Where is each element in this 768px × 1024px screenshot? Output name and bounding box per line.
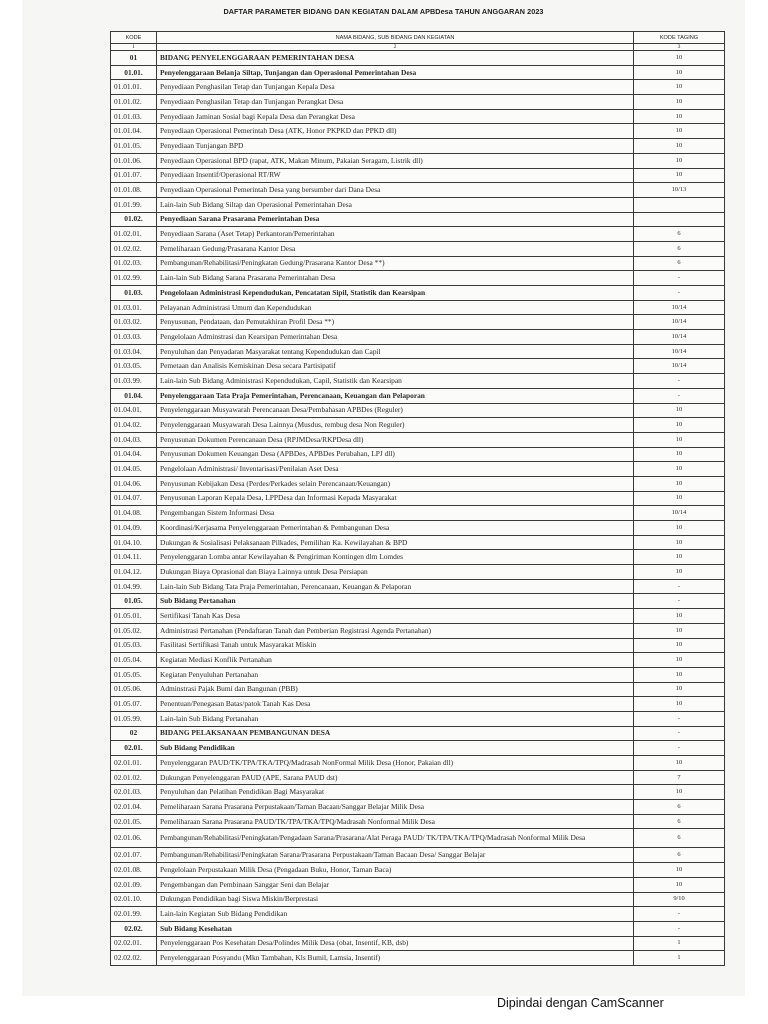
table-row bbox=[111, 594, 725, 609]
row-name: Pengembangan dan Pembinaan Sanggar Seni dan Belajar bbox=[157, 877, 634, 892]
row-name: Sub Bidang Kesehatan bbox=[157, 921, 634, 936]
row-code: 01.05. bbox=[111, 594, 157, 609]
table-row bbox=[111, 227, 725, 242]
row-name: Penyusunan Kebijakan Desa (Perdes/Perkades selain Perencanaan/Keuangan) bbox=[157, 476, 634, 491]
row-kode-taging: - bbox=[634, 907, 725, 922]
table-row bbox=[111, 770, 725, 785]
row-name: Dukungan Pendidikan bagi Siswa Miskin/Berprestasi bbox=[157, 892, 634, 907]
row-name: Pemeliharaan Sarana Prasarana PAUD/TK/TPA/TKA/TPQ/Madrasah Nonformal Milik Desa bbox=[157, 814, 634, 829]
row-code: 01.04.03. bbox=[111, 432, 157, 447]
table-row bbox=[111, 951, 725, 966]
row-code: 02.02. bbox=[111, 921, 157, 936]
table-row bbox=[111, 609, 725, 624]
header-kode: KODE bbox=[111, 32, 157, 44]
row-code: 01.04.07. bbox=[111, 491, 157, 506]
row-name: Sertifikasi Tanah Kas Desa bbox=[157, 609, 634, 624]
header-nama: NAMA BIDANG, SUB BIDANG DAN KEGIATAN bbox=[157, 32, 634, 44]
row-name: Penyediaan Tunjangan BPD bbox=[157, 139, 634, 154]
row-kode-taging: 10/14 bbox=[634, 359, 725, 374]
row-code: 01.04.01. bbox=[111, 403, 157, 418]
row-code: 02.02.01. bbox=[111, 936, 157, 951]
row-code: 01.04.09. bbox=[111, 521, 157, 536]
row-kode-taging: 10 bbox=[634, 756, 725, 771]
table-row bbox=[111, 814, 725, 829]
row-kode-taging: 10 bbox=[634, 403, 725, 418]
table-row bbox=[111, 330, 725, 345]
row-name: Koordinasi/Kerjasama Penyelenggaraan Pemerintahan & Pembangunan Desa bbox=[157, 521, 634, 536]
row-kode-taging: 10/14 bbox=[634, 344, 725, 359]
table-row bbox=[111, 65, 725, 80]
row-code: 01.02.01. bbox=[111, 227, 157, 242]
row-kode-taging: 6 bbox=[634, 256, 725, 271]
row-kode-taging: 10 bbox=[634, 550, 725, 565]
row-name: Dukungan Penyelenggaran PAUD (APE, Sarana PAUD dst) bbox=[157, 770, 634, 785]
row-kode-taging: 10 bbox=[634, 51, 725, 66]
table-row bbox=[111, 907, 725, 922]
row-kode-taging: 10 bbox=[634, 785, 725, 800]
row-name: Pemeliharaan Gedung/Prasarana Kantor Desa bbox=[157, 241, 634, 256]
row-kode-taging: 10 bbox=[634, 168, 725, 183]
row-name: Pengelolaan Adminstrasi dan Kearsipan Pemerintahan Desa bbox=[157, 330, 634, 345]
row-code: 02.01.07. bbox=[111, 848, 157, 863]
row-kode-taging: 10 bbox=[634, 877, 725, 892]
row-kode-taging: 10 bbox=[634, 476, 725, 491]
row-code: 01.05.06. bbox=[111, 682, 157, 697]
table-row bbox=[111, 506, 725, 521]
row-name: Kegiatan Mediasi Konflik Pertanahan bbox=[157, 653, 634, 668]
row-code: 02 bbox=[111, 726, 157, 741]
row-name: Penyusunan, Pendataan, dan Pemutakhiran Profil Desa **) bbox=[157, 315, 634, 330]
row-name: Pembangunan/Rehabilitasi/Peningkatan Sarana/Prasarana Perpustakaan/Taman Bacaan Desa/ Sanggar Belajar bbox=[157, 848, 634, 863]
table-header-row bbox=[111, 32, 725, 44]
row-kode-taging: 10 bbox=[634, 447, 725, 462]
row-name: Lain-lain Sub Bidang Siltap dan Operasional Pemerintahan Desa bbox=[157, 197, 634, 212]
row-name: Penyediaan Operasional Pemerintah Desa (ATK, Honor PKPKD dan PPKD dll) bbox=[157, 124, 634, 139]
table-row bbox=[111, 726, 725, 741]
row-name: Dukungan Biaya Oprasional dan Biaya Lainnya untuk Desa Persiapan bbox=[157, 565, 634, 580]
row-name: Penyediaan Insentif/Operasional RT/RW bbox=[157, 168, 634, 183]
table-row bbox=[111, 388, 725, 403]
row-code: 01.04.02. bbox=[111, 418, 157, 433]
row-code: 01.05.05. bbox=[111, 667, 157, 682]
table-row bbox=[111, 829, 725, 848]
row-kode-taging: 10/14 bbox=[634, 330, 725, 345]
table-row bbox=[111, 183, 725, 198]
table-row bbox=[111, 80, 725, 95]
row-name: Penyuluhan dan Penyadaran Masyarakat tentang Kependudukan dan Capil bbox=[157, 344, 634, 359]
row-name: Penyediaan Operasional BPD (rapat, ATK, Makan Minum, Pakaian Seragam, Listrik dll) bbox=[157, 153, 634, 168]
row-kode-taging: 10 bbox=[634, 638, 725, 653]
row-kode-taging: 10 bbox=[634, 153, 725, 168]
table-row bbox=[111, 95, 725, 110]
table-row bbox=[111, 432, 725, 447]
row-kode-taging: 10 bbox=[634, 653, 725, 668]
row-kode-taging: 10/13 bbox=[634, 183, 725, 198]
table-row bbox=[111, 800, 725, 815]
scanned-page bbox=[22, 0, 745, 996]
table-row bbox=[111, 535, 725, 550]
row-name: Pengelolaan Perpustakaan Milik Desa (Pengadaan Buku, Honor, Taman Baca) bbox=[157, 863, 634, 878]
table-row bbox=[111, 447, 725, 462]
row-code: 01.04.11. bbox=[111, 550, 157, 565]
row-code: 01.01.04. bbox=[111, 124, 157, 139]
row-name: Pengelolaan Administrasi/ Inventarisasi/Penilaian Aset Desa bbox=[157, 462, 634, 477]
camscanner-watermark: Dipindai dengan CamScanner bbox=[497, 996, 664, 1010]
row-code: 01.02.02. bbox=[111, 241, 157, 256]
row-kode-taging: 10 bbox=[634, 609, 725, 624]
row-code: 01.01.05. bbox=[111, 139, 157, 154]
parameter-table bbox=[110, 31, 725, 966]
row-kode-taging: 10 bbox=[634, 667, 725, 682]
row-code: 01.04.12. bbox=[111, 565, 157, 580]
row-code: 01.03.01. bbox=[111, 300, 157, 315]
row-code: 02.01.10. bbox=[111, 892, 157, 907]
row-name: Penyusunan Dokumen Perencanaan Desa (RPJMDesa/RKPDesa dll) bbox=[157, 432, 634, 447]
table-row bbox=[111, 109, 725, 124]
row-code: 01.05.99. bbox=[111, 711, 157, 726]
row-code: 01.02.99. bbox=[111, 271, 157, 286]
row-name: Lain-lain Sub Bidang Tata Praja Pemerintahan, Perencanaan, Keuangan & Pelaporan bbox=[157, 579, 634, 594]
row-kode-taging: 6 bbox=[634, 829, 725, 848]
row-code: 01.05.03. bbox=[111, 638, 157, 653]
row-kode-taging: 10 bbox=[634, 682, 725, 697]
table-row bbox=[111, 359, 725, 374]
table-row bbox=[111, 315, 725, 330]
row-code: 01.05.01. bbox=[111, 609, 157, 624]
row-name: BIDANG PELAKSANAAN PEMBANGUNAN DESA bbox=[157, 726, 634, 741]
row-name: Pembangunan/Rehabilitasi/Peningkatan/Pengadaan Sarana/Prasarana/Alat Peraga PAUD/ TK/TPA/TKA/TPQ/Madrasah Nonformal Milik Desa bbox=[157, 829, 634, 848]
table-row bbox=[111, 697, 725, 712]
table-row bbox=[111, 403, 725, 418]
table-row bbox=[111, 476, 725, 491]
row-name: Kegiatan Penyuluhan Pertanahan bbox=[157, 667, 634, 682]
row-name: Penyediaan Sarana (Aset Tetap) Perkantoran/Pemerintahan bbox=[157, 227, 634, 242]
table-row bbox=[111, 741, 725, 756]
table-row bbox=[111, 271, 725, 286]
row-kode-taging: 10 bbox=[634, 462, 725, 477]
row-code: 01.03.05. bbox=[111, 359, 157, 374]
table-row bbox=[111, 462, 725, 477]
column-number: 3 bbox=[634, 44, 725, 51]
row-kode-taging: 10 bbox=[634, 521, 725, 536]
table-row bbox=[111, 785, 725, 800]
row-kode-taging: - bbox=[634, 711, 725, 726]
table-row bbox=[111, 550, 725, 565]
table-row bbox=[111, 491, 725, 506]
row-kode-taging: - bbox=[634, 579, 725, 594]
row-code: 02.01.02. bbox=[111, 770, 157, 785]
row-name: Dukungan & Sosialisasi Pelaksanaan Pilkades, Pemilihan Ka. Kewilayahan & BPD bbox=[157, 535, 634, 550]
row-code: 02.01.06. bbox=[111, 829, 157, 848]
row-name: Penentuan/Penegasan Batas/patok Tanah Kas Desa bbox=[157, 697, 634, 712]
table-row bbox=[111, 623, 725, 638]
row-code: 01.03. bbox=[111, 286, 157, 301]
row-name: Pengelolaan Administrasi Kependudukan, Pencatatan Sipil, Statistik dan Kearsipan bbox=[157, 286, 634, 301]
row-kode-taging: 10 bbox=[634, 109, 725, 124]
column-number-row bbox=[111, 44, 725, 51]
row-name: Pengembangan Sistem Informasi Desa bbox=[157, 506, 634, 521]
row-kode-taging: 10/14 bbox=[634, 506, 725, 521]
row-kode-taging: - bbox=[634, 726, 725, 741]
row-name: Lain-lain Sub Bidang Administrasi Kependudukan, Capil, Statistik dan Kearsipan bbox=[157, 374, 634, 389]
row-code: 01.02. bbox=[111, 212, 157, 227]
row-name: Pembangunan/Rehabilitasi/Peningkatan Gedung/Prasarana Kantor Desa **) bbox=[157, 256, 634, 271]
row-kode-taging: - bbox=[634, 921, 725, 936]
table-row bbox=[111, 168, 725, 183]
row-name: Pelayanan Administrasi Umum dan Kependudukan bbox=[157, 300, 634, 315]
row-name: Penyusunan Laporan Kepala Desa, LPPDesa dan Informasi Kepada Masyarakat bbox=[157, 491, 634, 506]
table-row bbox=[111, 256, 725, 271]
row-kode-taging: 10 bbox=[634, 535, 725, 550]
row-name: Penyelenggaraan Belanja Siltap, Tunjangan dan Operasional Pemerintahan Desa bbox=[157, 65, 634, 80]
row-code: 01.04.05. bbox=[111, 462, 157, 477]
row-code: 01.04.06. bbox=[111, 476, 157, 491]
row-code: 01.03.03. bbox=[111, 330, 157, 345]
table-row bbox=[111, 936, 725, 951]
column-number: 1 bbox=[111, 44, 157, 51]
table-row bbox=[111, 521, 725, 536]
row-kode-taging: 10 bbox=[634, 491, 725, 506]
row-code: 01.03.02. bbox=[111, 315, 157, 330]
row-name: BIDANG PENYELENGGARAAN PEMERINTAHAN DESA bbox=[157, 51, 634, 66]
table-row bbox=[111, 241, 725, 256]
row-name: Lain-lain Sub Bidang Pertanahan bbox=[157, 711, 634, 726]
row-kode-taging: 10 bbox=[634, 139, 725, 154]
row-code: 02.02.02. bbox=[111, 951, 157, 966]
row-code: 02.01.08. bbox=[111, 863, 157, 878]
table-row bbox=[111, 579, 725, 594]
table-row bbox=[111, 374, 725, 389]
table-row bbox=[111, 124, 725, 139]
row-code: 01.01.01. bbox=[111, 80, 157, 95]
table-row bbox=[111, 848, 725, 863]
table-row bbox=[111, 756, 725, 771]
table-row bbox=[111, 921, 725, 936]
row-kode-taging: - bbox=[634, 374, 725, 389]
row-code: 02.01.04. bbox=[111, 800, 157, 815]
row-name: Penyediaan Sarana Prasarana Pemerintahan Desa bbox=[157, 212, 634, 227]
row-kode-taging: 10 bbox=[634, 124, 725, 139]
row-kode-taging: - bbox=[634, 594, 725, 609]
row-kode-taging: 1 bbox=[634, 936, 725, 951]
row-name: Penyelenggaran PAUD/TK/TPA/TKA/TPQ/Madrasah NonFormal Milik Desa (Honor, Pakaian dll) bbox=[157, 756, 634, 771]
table-row bbox=[111, 286, 725, 301]
row-kode-taging: 10 bbox=[634, 418, 725, 433]
row-code: 02.01.05. bbox=[111, 814, 157, 829]
row-code: 01.01.08. bbox=[111, 183, 157, 198]
row-kode-taging: 10 bbox=[634, 80, 725, 95]
row-name: Penyediaan Operasional Pemerintah Desa yang bersumber dari Dana Desa bbox=[157, 183, 634, 198]
row-kode-taging: 10/14 bbox=[634, 300, 725, 315]
table-row bbox=[111, 418, 725, 433]
row-code: 01.01. bbox=[111, 65, 157, 80]
row-code: 01.01.07. bbox=[111, 168, 157, 183]
table-row bbox=[111, 139, 725, 154]
row-kode-taging: 10 bbox=[634, 432, 725, 447]
table-row bbox=[111, 153, 725, 168]
row-kode-taging: - bbox=[634, 271, 725, 286]
row-code: 01.04.99. bbox=[111, 579, 157, 594]
row-kode-taging: 1 bbox=[634, 951, 725, 966]
row-kode-taging: 6 bbox=[634, 241, 725, 256]
row-name: Penyediaan Penghasilan Tetap dan Tunjangan Perangkat Desa bbox=[157, 95, 634, 110]
row-name: Penyelenggaran Lomba antar Kewilayahan & Pengiriman Kontingen dlm Lomdes bbox=[157, 550, 634, 565]
row-kode-taging: 6 bbox=[634, 800, 725, 815]
table-row bbox=[111, 863, 725, 878]
row-code: 02.01. bbox=[111, 741, 157, 756]
row-name: Lain-lain Sub Bidang Sarana Prasarana Pemerintahan Desa bbox=[157, 271, 634, 286]
column-number: 2 bbox=[157, 44, 634, 51]
table-row bbox=[111, 300, 725, 315]
row-name: Administrasi Pertanahan (Pendaftaran Tanah dan Pemberian Registrasi Agenda Pertanahan) bbox=[157, 623, 634, 638]
row-kode-taging: - bbox=[634, 388, 725, 403]
row-name: Sub Bidang Pendidikan bbox=[157, 741, 634, 756]
row-kode-taging bbox=[634, 197, 725, 212]
row-kode-taging: 10 bbox=[634, 623, 725, 638]
row-name: Pemetaan dan Analisis Kemiskinan Desa secara Partisipatif bbox=[157, 359, 634, 374]
row-code: 01.05.07. bbox=[111, 697, 157, 712]
row-kode-taging: 10 bbox=[634, 95, 725, 110]
row-kode-taging: 6 bbox=[634, 814, 725, 829]
row-code: 01.03.99. bbox=[111, 374, 157, 389]
row-name: Penyuluhan dan Pelatihan Pendidikan Bagi Masyarakat bbox=[157, 785, 634, 800]
row-kode-taging: 10 bbox=[634, 697, 725, 712]
row-code: 01.04.04. bbox=[111, 447, 157, 462]
table-row bbox=[111, 212, 725, 227]
row-code: 01.05.04. bbox=[111, 653, 157, 668]
row-name: Adminstrasi Pajak Bumi dan Bangunan (PBB) bbox=[157, 682, 634, 697]
row-kode-taging: 7 bbox=[634, 770, 725, 785]
row-kode-taging: 10 bbox=[634, 565, 725, 580]
header-kode-taging: KODE TAGING bbox=[634, 32, 725, 44]
row-kode-taging: - bbox=[634, 741, 725, 756]
row-name: Penyelenggaraan Musyawarah Perencanaan Desa/Pembahasan APBDes (Reguler) bbox=[157, 403, 634, 418]
row-code: 01.04.08. bbox=[111, 506, 157, 521]
row-code: 01.01.02. bbox=[111, 95, 157, 110]
row-code: 01.03.04. bbox=[111, 344, 157, 359]
table-row bbox=[111, 565, 725, 580]
row-name: Pemeliharaan Sarana Prasarana Perpustakaan/Taman Bacaan/Sanggar Belajar Milik Desa bbox=[157, 800, 634, 815]
row-kode-taging: 10/14 bbox=[634, 315, 725, 330]
row-code: 01.04. bbox=[111, 388, 157, 403]
row-name: Penyelenggaraan Posyandu (Mkn Tambahan, Kls Bumil, Lamsia, Insentif) bbox=[157, 951, 634, 966]
row-kode-taging bbox=[634, 212, 725, 227]
row-kode-taging: 10 bbox=[634, 863, 725, 878]
row-kode-taging: 6 bbox=[634, 848, 725, 863]
row-code: 01.04.10. bbox=[111, 535, 157, 550]
row-kode-taging: 9/10 bbox=[634, 892, 725, 907]
row-code: 01 bbox=[111, 51, 157, 66]
row-name: Penyelenggaraan Musyawarah Desa Lainnya (Musdus, rembug desa Non Reguler) bbox=[157, 418, 634, 433]
row-kode-taging: 10 bbox=[634, 65, 725, 80]
table-row bbox=[111, 653, 725, 668]
row-name: Penyelenggaraan Pos Kesehatan Desa/Polindes Milik Desa (obat, Insentif, KB, dsb) bbox=[157, 936, 634, 951]
row-name: Fasilitasi Sertifikasi Tanah untuk Masyarakat Miskin bbox=[157, 638, 634, 653]
row-kode-taging: - bbox=[634, 286, 725, 301]
table-row bbox=[111, 711, 725, 726]
table-row bbox=[111, 667, 725, 682]
table-row bbox=[111, 682, 725, 697]
table-row bbox=[111, 638, 725, 653]
document-title: DAFTAR PARAMETER BIDANG DAN KEGIATAN DALAM APBDesa TAHUN ANGGARAN 2023 bbox=[223, 7, 544, 16]
table-row bbox=[111, 51, 725, 66]
row-name: Penyediaan Jaminan Sosial bagi Kepala Desa dan Perangkat Desa bbox=[157, 109, 634, 124]
row-name: Penyusunan Dokumen Keuangan Desa (APBDes, APBDes Perubahan, LPJ dll) bbox=[157, 447, 634, 462]
row-kode-taging: 6 bbox=[634, 227, 725, 242]
row-code: 01.01.06. bbox=[111, 153, 157, 168]
row-name: Sub Bidang Pertanahan bbox=[157, 594, 634, 609]
table-row bbox=[111, 197, 725, 212]
row-name: Lain-lain Kegiatan Sub Bidang Pendidikan bbox=[157, 907, 634, 922]
table-row bbox=[111, 877, 725, 892]
row-code: 01.05.02. bbox=[111, 623, 157, 638]
row-code: 01.02.03. bbox=[111, 256, 157, 271]
row-code: 01.01.99. bbox=[111, 197, 157, 212]
row-code: 02.01.99. bbox=[111, 907, 157, 922]
row-code: 02.01.01. bbox=[111, 756, 157, 771]
row-code: 02.01.03. bbox=[111, 785, 157, 800]
row-name: Penyelenggaraan Tata Praja Pemerintahan, Perencanaan, Keuangan dan Pelaporan bbox=[157, 388, 634, 403]
row-code: 02.01.09. bbox=[111, 877, 157, 892]
row-name: Penyediaan Penghasilan Tetap dan Tunjangan Kepala Desa bbox=[157, 80, 634, 95]
table-row bbox=[111, 892, 725, 907]
row-code: 01.01.03. bbox=[111, 109, 157, 124]
table-row bbox=[111, 344, 725, 359]
